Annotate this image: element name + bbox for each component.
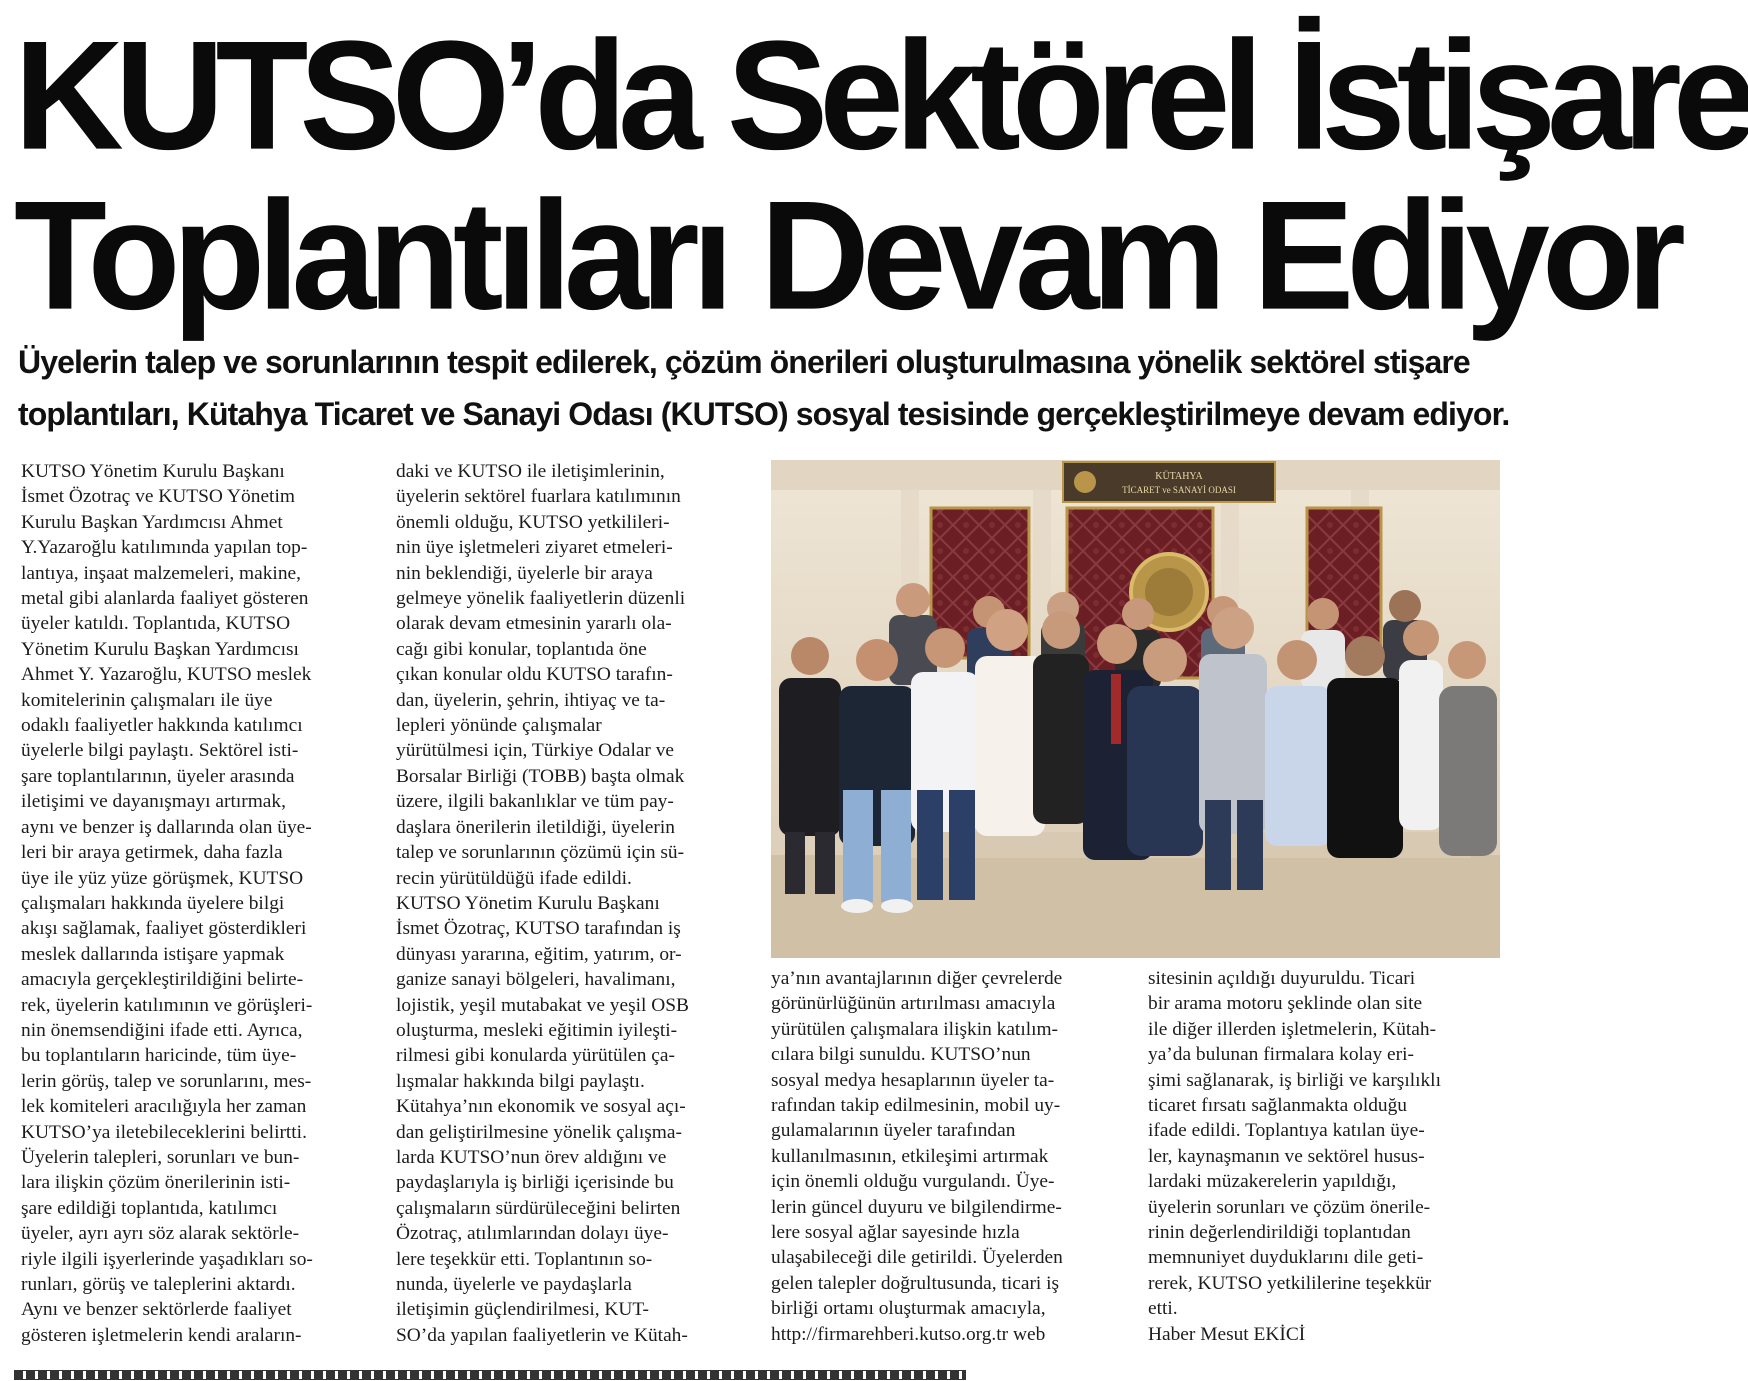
text-line: lek komiteleri aracılığıyla her zaman <box>21 1096 307 1118</box>
text-line: Kurulu Başkan Yardımcısı Ahmet <box>21 511 283 533</box>
text-line: lerin güncel duyuru ve bilgilendirme- <box>771 1196 1062 1218</box>
text-line: iletişimi ve dayanışmayı artırmak, <box>21 791 286 813</box>
text-line: KUTSO’ya iletebileceklerini belirtti. <box>21 1121 307 1143</box>
text-line: için önemli olduğu vurgulandı. Üye- <box>771 1171 1055 1193</box>
text-line: rilmesi gibi konularda yürütülen ça- <box>396 1045 675 1067</box>
text-line: nin üye işletmeleri ziyaret etmeleri- <box>396 537 673 559</box>
text-line: leri bir araya getirmek, daha fazla <box>21 842 283 864</box>
text-line: recin yürütüldüğü ifade edildi. <box>396 867 632 889</box>
text-line: ile diğer illerden işletmelerin, Kütah- <box>1148 1018 1437 1040</box>
text-line: gelmeye yönelik faaliyetlerin düzenli <box>396 588 686 610</box>
article-column-2 <box>396 459 756 1348</box>
text-line: çıkan konular oldu KUTSO tarafın- <box>396 664 673 686</box>
text-line: riyle ilgili işyerlerinde yaşadıkları so- <box>21 1248 313 1270</box>
text-line: İsmet Özotraç, KUTSO tarafından iş <box>396 918 681 940</box>
text-line: cılara bilgi sunuldu. KUTSO’nun <box>771 1044 1031 1066</box>
page-footer-rule <box>14 1370 966 1380</box>
text-line: oluşturma, mesleki eğitimin iyileşti- <box>396 1019 678 1041</box>
text-line: larda KUTSO’nun örev aldığını ve <box>396 1146 667 1168</box>
group-photo <box>771 460 1500 958</box>
text-line: Kütahya’nın ekonomik ve sosyal açı- <box>396 1096 686 1118</box>
text-line: lara ilişkin çözüm önerilerinin isti- <box>21 1172 291 1194</box>
text-line: lerin görüş, talep ve sorunlarını, mes- <box>21 1070 312 1092</box>
text-line: talep ve sorunlarının çözümü için sü- <box>396 842 685 864</box>
text-line: Borsalar Birliği (TOBB) başta olmak <box>396 765 685 787</box>
text-line: şimi sağlanarak, iş birliği ve karşılıklı <box>1148 1069 1441 1091</box>
text-line: komitelerinin çalışmaları ile üye <box>21 689 273 711</box>
text-line: ya’da bulunan firmalara kolay eri- <box>1148 1044 1414 1066</box>
text-line: dan geliştirilmesine yönelik çalışma- <box>396 1121 682 1143</box>
text-line: Özotraç, atılımlarından dolayı üye- <box>396 1223 669 1245</box>
text-line: Aynı ve benzer sektörlerde faaliyet <box>21 1299 292 1321</box>
text-line: http://firmarehberi.kutso.org.tr web <box>771 1323 1046 1345</box>
text-line: üyeler, ayrı ayrı söz alarak sektörle- <box>21 1223 300 1245</box>
text-line: dünyası yararına, eğitim, yatırım, or- <box>396 943 682 965</box>
headline-line-1: KUTSO’da Sektörel İstişare <box>14 8 1748 183</box>
text-line: üyelerin sektörel fuarlara katılımının <box>396 486 681 508</box>
text-line: lışmalar hakkında bilgi paylaştı. <box>396 1070 645 1092</box>
text-line: meslek dallarında istişare yapmak <box>21 943 285 965</box>
text-line: lantıya, inşaat malzemeleri, makine, <box>21 562 301 584</box>
sign-line-1: KÜTAHYA <box>1155 471 1203 482</box>
text-line: KUTSO Yönetim Kurulu Başkanı <box>396 892 660 914</box>
sign-line-2: TİCARET ve SANAYİ ODASI <box>1122 485 1236 495</box>
text-line: şare edildiği toplantıda, katılımcı <box>21 1197 278 1219</box>
text-line: bir arama motoru şeklinde olan site <box>1148 993 1423 1015</box>
text-line: ticaret fırsatı sağlanmakta olduğu <box>1148 1095 1407 1117</box>
text-line: üye ile yüz yüze görüşmek, KUTSO <box>21 867 304 889</box>
text-line: lardaki müzakerelerin yapıldığı, <box>1148 1171 1397 1193</box>
text-line: cağı gibi konular, toplantıda öne <box>396 638 647 660</box>
group-photo-illustration <box>771 460 1500 958</box>
text-line: iletişimin güçlendirilmesi, KUT- <box>396 1299 649 1321</box>
text-line: amacıyla gerçekleştirildiğini belirte- <box>21 969 304 991</box>
text-line: ler, kaynaşmanın ve sektörel husus- <box>1148 1145 1425 1167</box>
text-line: yürütülen çalışmalara ilişkin katılım- <box>771 1018 1059 1040</box>
text-line: odaklı faaliyetler hakkında katılımcı <box>21 715 303 737</box>
subheadline <box>18 336 1508 440</box>
text-line: sosyal medya hesaplarının üyeler ta- <box>771 1069 1055 1091</box>
text-line: rerek, KUTSO yetkililerine teşekkür <box>1148 1272 1432 1294</box>
text-line: dan, üyelerin, şehrin, ihtiyaç ve ta- <box>396 689 666 711</box>
text-line: KUTSO Yönetim Kurulu Başkanı <box>21 461 285 482</box>
text-line: Ahmet Y. Yazaroğlu, KUTSO meslek <box>21 664 312 686</box>
text-line: Yönetim Kurulu Başkan Yardımcısı <box>21 638 299 660</box>
article-column-4 <box>1148 966 1508 1347</box>
text-line: çalışmaların sürdürüleceğini belirten <box>396 1197 681 1219</box>
text-line: akışı sağlamak, faaliyet gösterdikleri <box>21 918 307 940</box>
text-line: İsmet Özotraç ve KUTSO Yönetim <box>21 486 295 508</box>
text-line: ya’nın avantajlarının diğer çevrelerde <box>771 968 1063 989</box>
text-line: önemli olduğu, KUTSO yetkilileri- <box>396 511 670 533</box>
headline-line-2: Toplantıları Devam Ediyor <box>14 168 1678 343</box>
text-line: nin beklendiği, üyelerle bir araya <box>396 562 653 584</box>
text-line: ulaşabileceği dile getirildi. Üyelerden <box>771 1247 1063 1269</box>
subheadline-line-2: toplantıları, Kütahya Ticaret ve Sanayi Odası (KUTSO) sosyal tesisinde gerçekleştirilmeye devam ediyor. <box>18 396 1510 432</box>
text-line: çalışmaları hakkında üyelere bilgi <box>21 892 285 914</box>
text-line: üzere, ilgili bakanlıklar ve tüm pay- <box>396 791 674 813</box>
text-line: üyeler katıldı. Toplantıda, KUTSO <box>21 613 291 635</box>
text-line: birliği ortamı oluşturmak amacıyla, <box>771 1298 1046 1320</box>
text-line: lere teşekkür etti. Toplantının so- <box>396 1248 653 1270</box>
text-line: daki ve KUTSO ile iletişimlerinin, <box>396 461 665 482</box>
text-line: Y.Yazaroğlu katılımında yapılan top- <box>21 537 308 559</box>
text-line: runları, görüş ve taleplerini aktardı. <box>21 1274 296 1295</box>
text-line: rek, üyelerin katılımının ve görüşleri- <box>21 994 313 1016</box>
text-line: lepleri yönünde çalışmalar <box>396 715 602 737</box>
text-line: aynı ve benzer iş dallarında olan üye- <box>21 816 312 838</box>
text-line: rinin değerlendirildiği toplantıdan <box>1148 1222 1411 1244</box>
text-line: Üyelerin talepleri, sorunları ve bun- <box>21 1146 300 1168</box>
subheadline-line-1: Üyelerin talep ve sorunlarının tespit edilerek, çözüm önerileri oluşturulmasına yönelik sektörel stişare <box>18 344 1470 380</box>
article-column-3 <box>771 966 1136 1347</box>
text-line: kullanılmasının, etkileşimi artırmak <box>771 1145 1049 1167</box>
text-line: Haber Mesut EKİCİ <box>1148 1323 1306 1345</box>
text-line: nunda, üyelerle ve paydaşlarla <box>396 1274 632 1295</box>
text-line: metal gibi alanlarda faaliyet gösteren <box>21 588 309 610</box>
text-line: gelen talepler doğrultusunda, ticari iş <box>771 1272 1060 1294</box>
text-line: paydaşlarıyla iş birliği içerisinde bu <box>396 1172 674 1194</box>
text-line: lere sosyal ağlar sayesinde hızla <box>771 1222 1020 1244</box>
text-line: daşlara önerilerin iletildiği, üyelerin <box>396 816 675 838</box>
text-line: gösteren işletmelerin kendi araların- <box>21 1324 302 1346</box>
text-line: bu toplantıların haricinde, tüm üye- <box>21 1045 297 1067</box>
text-line: olarak devam etmesinin yararlı ola- <box>396 613 672 635</box>
text-line: şare toplantılarının, üyeler arasında <box>21 765 295 787</box>
headline <box>14 8 1748 343</box>
text-line: üyelerle bilgi paylaştı. Sektörel isti- <box>21 740 299 762</box>
text-line: memnuniyet duyduklarını dile geti- <box>1148 1247 1424 1269</box>
text-line: etti. <box>1148 1298 1178 1320</box>
text-line: yürütülmesi için, Türkiye Odalar ve <box>396 740 675 762</box>
text-line: ifade edildi. Toplantıya katılan üye- <box>1148 1120 1425 1142</box>
text-line: nin önemsendiğini ifade etti. Ayrıca, <box>21 1019 303 1041</box>
text-line: gulamalarının üyeler tarafından <box>771 1120 1016 1142</box>
text-line: lojistik, yeşil mutabakat ve yeşil OSB <box>396 994 689 1016</box>
text-line: üyelerin sorunları ve çözüm önerile- <box>1148 1196 1431 1218</box>
text-line: SO’da yapılan faaliyetlerin ve Kütah- <box>396 1324 688 1346</box>
article-column-1 <box>21 459 381 1348</box>
text-line: sitesinin açıldığı duyuruldu. Ticari <box>1148 968 1416 989</box>
text-line: rafından takip edilmesinin, mobil uy- <box>771 1095 1061 1117</box>
text-line: ganize sanayi bölgeleri, havalimanı, <box>396 969 676 991</box>
text-line: görünürlüğünün artırılması amacıyla <box>771 993 1056 1015</box>
